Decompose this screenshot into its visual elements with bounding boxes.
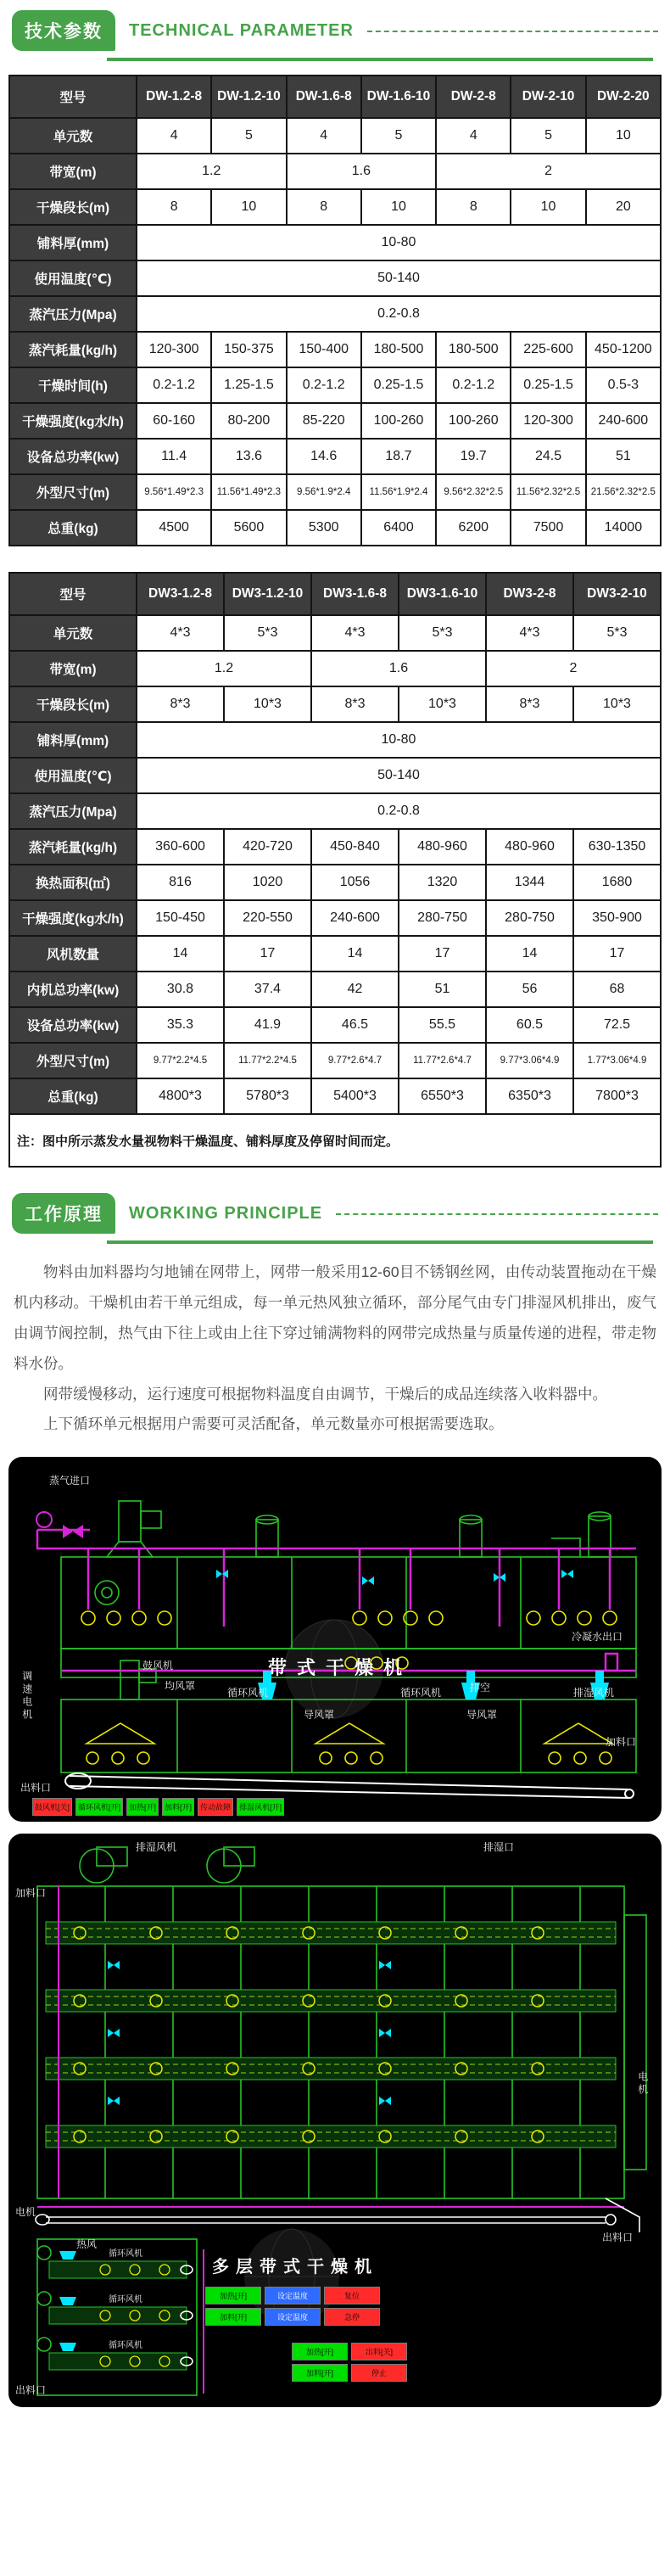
table-cell: 10-80 [137, 225, 661, 260]
table-cell: 37.4 [224, 972, 311, 1007]
table-cell: 51 [586, 439, 661, 474]
table-cell: 68 [573, 972, 661, 1007]
paragraph: 上下循环单元根据用户需要可灵活配备，单元数量亦可根据需要选取。 [43, 1415, 504, 1433]
table-cell: 6350*3 [486, 1078, 573, 1114]
model-column-header: DW3-2-8 [486, 573, 573, 615]
model-column-header: DW-1.6-10 [361, 76, 436, 118]
table-cell: 9.56*1.9*2.4 [287, 474, 361, 510]
row-label: 外型尺寸(m) [9, 1043, 137, 1078]
table-cell: 11.77*2.6*4.7 [399, 1043, 486, 1078]
row-label: 设备总功率(kw) [9, 1007, 137, 1043]
table-cell: 100-260 [361, 403, 436, 439]
table-cell: 1344 [486, 865, 573, 900]
row-label: 蒸汽压力(Mpa) [9, 296, 137, 332]
hmi-button: 加热[开] [205, 2287, 261, 2304]
table-cell: 11.77*2.2*4.5 [224, 1043, 311, 1078]
label-motor: 电机 [15, 2206, 36, 2219]
table-cell: 450-840 [311, 829, 399, 865]
table-cell: 0.2-0.8 [137, 793, 661, 829]
spec-table-multi-layer [8, 572, 662, 1168]
table-cell: 2 [436, 154, 661, 189]
label-circulating-fan: 循环风机 [400, 1687, 442, 1700]
hmi-button: 加热[开] [126, 1798, 159, 1816]
table-cell: 4500 [137, 510, 211, 546]
product-spec-page [0, 10, 670, 2407]
row-label: 带宽(m) [9, 154, 137, 189]
table-cell: 21.56*2.32*2.5 [586, 474, 661, 510]
table-row [9, 367, 661, 403]
model-column-header: DW-2-10 [511, 76, 585, 118]
table-cell: 6550*3 [399, 1078, 486, 1114]
row-label: 设备总功率(kw) [9, 439, 137, 474]
table-cell: 1680 [573, 865, 661, 900]
section-title-cn: 工作原理 [25, 1205, 103, 1224]
table-cell: 14 [137, 936, 224, 972]
label-feed-inlet: 加料口 [15, 1887, 47, 1900]
hmi-button-grid [205, 2287, 380, 2326]
dashed-rule [336, 1213, 658, 1215]
table-cell: 480-960 [486, 829, 573, 865]
model-column-header: DW3-1.2-10 [224, 573, 311, 615]
table-cell: 30.8 [137, 972, 224, 1007]
hmi-button: 循环风机[开] [75, 1798, 123, 1816]
table-cell: 10 [586, 118, 661, 154]
label-vent-port: 排湿口 [483, 1841, 515, 1854]
table-cell: 10*3 [573, 686, 661, 722]
table-cell: 100-260 [436, 403, 511, 439]
table-cell: 6200 [436, 510, 511, 546]
table-cell: 4 [137, 118, 211, 154]
table-cell: 280-750 [486, 900, 573, 936]
label-discharge-outlet: 出料口 [15, 2384, 47, 2397]
label-air-guide-hood: 导风罩 [466, 1709, 498, 1722]
table-cell: 220-550 [224, 900, 311, 936]
table-cell: 420-720 [224, 829, 311, 865]
belt-dryer-schematic [12, 1457, 656, 1822]
table-cell: 10*3 [224, 686, 311, 722]
table-cell: 4 [436, 118, 511, 154]
table-cell: 17 [399, 936, 486, 972]
table-cell: 17 [224, 936, 311, 972]
table-cell: 150-375 [211, 332, 286, 367]
table-cell: 72.5 [573, 1007, 661, 1043]
hmi-button: 排湿风机[开] [237, 1798, 284, 1816]
row-label: 干燥强度(kg水/h) [9, 900, 137, 936]
table-cell: 240-600 [311, 900, 399, 936]
paragraph: 物料由加料器均匀地铺在网带上，网带一般采用12-60目不锈钢丝网，由传动装置拖动在干燥机内移动。干燥机由若干单元组成，每一单元热风独立循环，部分尾气由专门排湿风机排出，废气由调节阀控制，热气由下往上或由上往下穿过铺满物料的网带完成热量与质量传递的进程，带走物料水份。 [14, 1263, 656, 1372]
table-cell: 42 [311, 972, 399, 1007]
table-header-row [9, 76, 661, 118]
table-cell: 1.25-1.5 [211, 367, 286, 403]
table-cell: 1056 [311, 865, 399, 900]
section-title-en: WORKING PRINCIPLE [129, 1203, 323, 1223]
table-row [9, 793, 661, 829]
table-cell: 4*3 [486, 615, 573, 651]
hmi-button: 停止 [351, 2364, 407, 2382]
table-cell: 150-450 [137, 900, 224, 936]
paragraph: 网带缓慢移动，运行速度可根据物料温度自由调节，干燥后的成品连续落入收料器中。 [43, 1385, 607, 1403]
diagram-title: 多层带式干燥机 [212, 2258, 378, 2277]
table-cell: 8 [436, 189, 511, 225]
model-column-header: DW-1.6-8 [287, 76, 361, 118]
table-row [9, 510, 661, 546]
table-cell: 5780*3 [224, 1078, 311, 1114]
label-exhaust-fan: 排湿风机 [573, 1687, 615, 1700]
table-row [9, 651, 661, 686]
table-cell: 360-600 [137, 829, 224, 865]
table-row [9, 615, 661, 651]
table-cell: 46.5 [311, 1007, 399, 1043]
row-label: 蒸汽压力(Mpa) [9, 793, 137, 829]
model-column-header: DW3-1.2-8 [137, 573, 224, 615]
diagram-multilayer-belt-dryer [8, 1834, 662, 2407]
table-cell: 180-500 [436, 332, 511, 367]
table-corner-label: 型号 [9, 573, 137, 615]
table-cell: 1320 [399, 865, 486, 900]
table-cell: 816 [137, 865, 224, 900]
label-exhaust-fan: 排湿风机 [136, 1841, 177, 1854]
table-cell: 9.77*3.06*4.9 [486, 1043, 573, 1078]
table-cell: 24.5 [511, 439, 585, 474]
table-cell: 11.4 [137, 439, 211, 474]
table-cell: 6400 [361, 510, 436, 546]
section-title-cn: 技术参数 [25, 22, 103, 42]
label-condensate-outlet: 冷凝水出口 [572, 1631, 623, 1644]
row-label: 换热面积(㎡) [9, 865, 137, 900]
hmi-button: 设定温度 [265, 2287, 321, 2304]
table-cell: 0.25-1.5 [511, 367, 585, 403]
label-air-guide-hood: 导风罩 [304, 1709, 335, 1722]
table-row [9, 722, 661, 758]
table-cell: 9.56*1.49*2.3 [137, 474, 211, 510]
hmi-button: 加料[开] [205, 2308, 261, 2326]
table-cell: 8*3 [486, 686, 573, 722]
table-cell: 1.2 [137, 651, 311, 686]
table-note-row [9, 1114, 661, 1167]
table-cell: 10*3 [399, 686, 486, 722]
label-circulating-fan: 循环风机 [109, 2249, 142, 2260]
table-cell: 120-300 [137, 332, 211, 367]
label-air-equalizing-hood: 均风罩 [165, 1680, 196, 1693]
table-cell: 14000 [586, 510, 661, 546]
hmi-button-row [32, 1798, 284, 1816]
table-row [9, 686, 661, 722]
table-cell: 5*3 [573, 615, 661, 651]
table-cell: 41.9 [224, 1007, 311, 1043]
table-row [9, 474, 661, 510]
table-cell: 18.7 [361, 439, 436, 474]
table-cell: 13.6 [211, 439, 286, 474]
table-cell: 80-200 [211, 403, 286, 439]
table-cell: 10 [361, 189, 436, 225]
table-cell: 1.2 [137, 154, 287, 189]
table-row [9, 260, 661, 296]
table-cell: 4*3 [137, 615, 224, 651]
table-cell: 9.56*2.32*2.5 [436, 474, 511, 510]
hmi-button: 加料[开] [162, 1798, 194, 1816]
table-cell: 0.2-0.8 [137, 296, 661, 332]
table-cell: 19.7 [436, 439, 511, 474]
hmi-button: 复位 [324, 2287, 380, 2304]
table-cell: 5 [361, 118, 436, 154]
table-cell: 0.2-1.2 [436, 367, 511, 403]
table-cell: 0.2-1.2 [137, 367, 211, 403]
table-cell: 9.77*2.2*4.5 [137, 1043, 224, 1078]
row-label: 干燥段长(m) [9, 189, 137, 225]
table-cell: 5*3 [224, 615, 311, 651]
table-cell: 4 [287, 118, 361, 154]
table-row [9, 1007, 661, 1043]
table-row [9, 865, 661, 900]
table-cell: 14 [486, 936, 573, 972]
table-row [9, 758, 661, 793]
row-label: 干燥时间(h) [9, 367, 137, 403]
table-cell: 11.56*1.9*2.4 [361, 474, 436, 510]
table-cell: 17 [573, 936, 661, 972]
label-circulating-fan: 循环风机 [109, 2341, 142, 2351]
hmi-button: 加料[开] [292, 2364, 348, 2382]
label-feed-inlet: 加料口 [606, 1736, 637, 1749]
table-cell: 2 [486, 651, 661, 686]
table-cell: 85-220 [287, 403, 361, 439]
table-cell: 5300 [287, 510, 361, 546]
working-principle-text [14, 1257, 656, 1440]
model-column-header: DW-2-8 [436, 76, 511, 118]
table-row [9, 403, 661, 439]
table-cell: 35.3 [137, 1007, 224, 1043]
model-column-header: DW-1.2-10 [211, 76, 286, 118]
table-cell: 4800*3 [137, 1078, 224, 1114]
model-column-header: DW3-1.6-8 [311, 573, 399, 615]
table-corner-label: 型号 [9, 76, 137, 118]
table-cell: 180-500 [361, 332, 436, 367]
table-row [9, 1043, 661, 1078]
row-label: 总重(kg) [9, 510, 137, 546]
table-row [9, 225, 661, 260]
row-label: 单元数 [9, 118, 137, 154]
table-cell: 280-750 [399, 900, 486, 936]
table-cell: 51 [399, 972, 486, 1007]
table-cell: 0.25-1.5 [361, 367, 436, 403]
table-cell: 11.56*2.32*2.5 [511, 474, 585, 510]
table-cell: 5 [211, 118, 286, 154]
table-row [9, 1078, 661, 1114]
row-label: 外型尺寸(m) [9, 474, 137, 510]
label-motor: 电机 [636, 2071, 649, 2097]
row-label: 干燥段长(m) [9, 686, 137, 722]
table-cell: 10 [511, 189, 585, 225]
table-cell: 10-80 [137, 722, 661, 758]
table-row [9, 439, 661, 474]
section-header-technical [12, 10, 658, 61]
row-label: 风机数量 [9, 936, 137, 972]
table-cell: 8*3 [137, 686, 224, 722]
table-cell: 60.5 [486, 1007, 573, 1043]
row-label: 蒸汽耗量(kg/h) [9, 829, 137, 865]
table-cell: 150-400 [287, 332, 361, 367]
label-circulating-fan: 循环风机 [227, 1687, 269, 1700]
hmi-button: 设定温度 [265, 2308, 321, 2326]
table-row [9, 972, 661, 1007]
table-cell: 60-160 [137, 403, 211, 439]
table-cell: 1020 [224, 865, 311, 900]
table-cell: 240-600 [586, 403, 661, 439]
table-row [9, 118, 661, 154]
label-circulating-fan: 循环风机 [109, 2295, 142, 2305]
table-cell: 225-600 [511, 332, 585, 367]
table-cell: 8*3 [311, 686, 399, 722]
table-cell: 10 [211, 189, 286, 225]
hmi-button: 传动故障 [198, 1798, 233, 1816]
label-vent: 排空 [470, 1682, 491, 1694]
solid-rule [107, 58, 653, 61]
table-row [9, 189, 661, 225]
hmi-button: 加热[开] [292, 2343, 348, 2360]
table-row [9, 332, 661, 367]
diagram-belt-dryer [8, 1457, 662, 1822]
diagram-title: 带式干燥机 [267, 1657, 412, 1679]
hmi-button: 急停 [324, 2308, 380, 2326]
table-cell: 56 [486, 972, 573, 1007]
table-cell: 630-1350 [573, 829, 661, 865]
table-cell: 480-960 [399, 829, 486, 865]
row-label: 铺料厚(mm) [9, 722, 137, 758]
table-cell: 1.6 [287, 154, 437, 189]
table-cell: 14 [311, 936, 399, 972]
table-cell: 8 [287, 189, 361, 225]
table-cell: 55.5 [399, 1007, 486, 1043]
row-label: 带宽(m) [9, 651, 137, 686]
label-hot-air: 热风 [76, 2238, 98, 2251]
table-cell: 50-140 [137, 260, 661, 296]
table-cell: 9.77*2.6*4.7 [311, 1043, 399, 1078]
section-title-en: TECHNICAL PARAMETER [129, 20, 354, 40]
section-badge-technical [12, 10, 115, 51]
table-cell: 8 [137, 189, 211, 225]
table-cell: 1.6 [311, 651, 486, 686]
model-column-header: DW-2-20 [586, 76, 661, 118]
table-cell: 14.6 [287, 439, 361, 474]
row-label: 总重(kg) [9, 1078, 137, 1114]
table-row [9, 936, 661, 972]
hmi-button: 鼓风机[关] [32, 1798, 72, 1816]
row-label: 内机总功率(kw) [9, 972, 137, 1007]
row-label: 干燥强度(kg水/h) [9, 403, 137, 439]
label-steam-inlet: 蒸气进口 [49, 1475, 91, 1487]
table-cell: 0.5-3 [586, 367, 661, 403]
table-row [9, 829, 661, 865]
hmi-button-grid [292, 2343, 407, 2382]
table-cell: 20 [586, 189, 661, 225]
table-row [9, 296, 661, 332]
model-column-header: DW3-2-10 [573, 573, 661, 615]
model-column-header: DW-1.2-8 [137, 76, 211, 118]
table-cell: 5*3 [399, 615, 486, 651]
table-cell: 4*3 [311, 615, 399, 651]
table-cell: 7800*3 [573, 1078, 661, 1114]
row-label: 单元数 [9, 615, 137, 651]
table-cell: 1.77*3.06*4.9 [573, 1043, 661, 1078]
table-header-row [9, 573, 661, 615]
table-cell: 450-1200 [586, 332, 661, 367]
row-label: 使用温度(℃) [9, 260, 137, 296]
table-cell: 7500 [511, 510, 585, 546]
table-cell: 5400*3 [311, 1078, 399, 1114]
table-note: 注：图中所示蒸发水量视物料干燥温度、铺料厚度及停留时间而定。 [9, 1114, 661, 1167]
hmi-button: 出料[关] [351, 2343, 407, 2360]
table-cell: 120-300 [511, 403, 585, 439]
section-badge-working [12, 1193, 115, 1234]
table-cell: 11.56*1.49*2.3 [211, 474, 286, 510]
solid-rule [107, 1240, 653, 1244]
label-discharge-outlet: 出料口 [20, 1782, 52, 1795]
row-label: 蒸汽耗量(kg/h) [9, 332, 137, 367]
model-column-header: DW3-1.6-10 [399, 573, 486, 615]
label-blower: 鼓风机 [142, 1660, 174, 1672]
row-label: 使用温度(℃) [9, 758, 137, 793]
spec-table-single-layer [8, 75, 662, 546]
table-cell: 350-900 [573, 900, 661, 936]
label-discharge-outlet: 出料口 [602, 2232, 634, 2244]
label-speed-motor: 调速电机 [20, 1671, 33, 1722]
section-header-working [12, 1193, 658, 1244]
table-cell: 5 [511, 118, 585, 154]
table-cell: 5600 [211, 510, 286, 546]
row-label: 铺料厚(mm) [9, 225, 137, 260]
table-cell: 50-140 [137, 758, 661, 793]
dashed-rule [367, 31, 658, 32]
table-cell: 0.2-1.2 [287, 367, 361, 403]
table-row [9, 900, 661, 936]
table-row [9, 154, 661, 189]
